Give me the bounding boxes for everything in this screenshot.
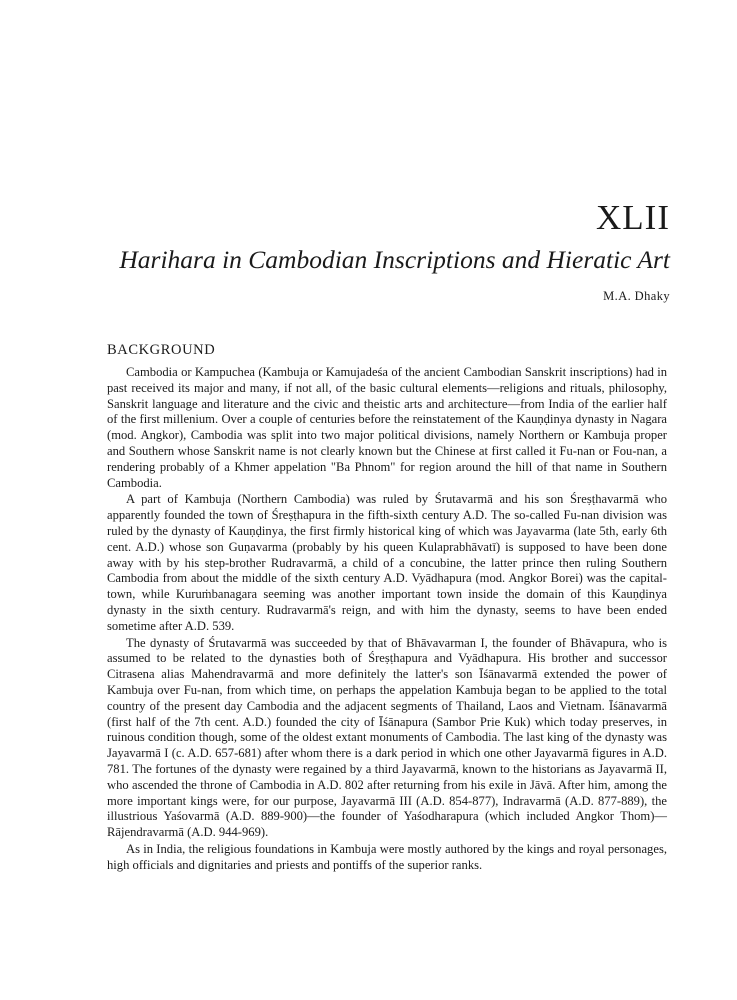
- paragraph: As in India, the religious foundations in Kambuja were mostly authored by the kings and royal personages, high officials and dignitaries and priests and pontiffs of the superior ranks.: [107, 841, 667, 872]
- author-name: M.A. Dhaky: [603, 289, 670, 303]
- section-heading: BACKGROUND: [107, 342, 216, 358]
- paragraph: The dynasty of Śrutavarmā was succeeded by that of Bhāvavarman I, the founder of Bhāvapura, who is assumed to be related to the dynasties both of Śreṣṭhapura and Vyādhapura. His brother and successor Citrasena alias Mahendravarmā and more definitely the latter's son Īśānavarmā extended the power of Kambuja over Fu-nan, from which time, on perhaps the appelation Kambuja began to be applied to the total country of the present day Cambodia and the adjacent segments of Thailand, Laos and Vietnam. Īśānavarmā (first half of the 7th cent. A.D.) founded the city of Īśānapura (Sambor Prie Kuk) which today preserves, in ruinous condition though, some of the oldest extant monuments of Cambodia. The last king of the dynasty was Jayavarmā I (c. A.D. 657-681) after whom there is a dark period in which one other Jayavarmā figures in A.D. 781. The fortunes of the dynasty were regained by a third Jayavarmā, known to the historians as Jayavarmā II, who ascended the throne of Cambodia in A.D. 802 after returning from his exile in Jāvā. After him, among the more important kings were, for our purpose, Jayavarmā III (A.D. 854-877), Indravarmā (A.D. 877-889), the illustrious Yaśovarmā (A.D. 889-900)—the founder of Yaśodharapura (which included Angkor Thom)—Rājendravarmā (A.D. 944-969).: [107, 635, 667, 840]
- paragraph: A part of Kambuja (Northern Cambodia) was ruled by Śrutavarmā and his son Śreṣṭhavarmā who apparently founded the town of Śreṣṭhapura in the fifth-sixth century A.D. The so-called Fu-nan division was ruled by the dynasty of Kauṇḍinya, the first firmly historical king of which was Jayavarma (late 5th, early 6th cent. A.D.) whose son Guṇavarma (probably by his queen Kulaprabhāvatī) is supposed to have been done away with by his step-brother Rudravarmā, a child of a concubine, the latter prince then ruling Southern Cambodia from about the middle of the sixth century A.D. Vyādhapura (mod. Angkor Borei) was the capital-town, while Kuruṁbanagara seeming was another important town inside the domain of this Kauṇḍinya dynasty in the sixth century. Rudravarmā's reign, and with him the dynasty, seems to have been ended sometime after A.D. 539.: [107, 492, 667, 633]
- chapter-number: XLII: [596, 198, 670, 237]
- paragraph: Cambodia or Kampuchea (Kambuja or Kamujadeśa of the ancient Cambodian Sanskrit inscriptions) had in past received its major and many, if not all, of the basic cultural elements—religions and rituals, philosophy, Sanskrit language and literature and the civic and theistic arts and architecture—from India of the earlier half of the first millenium. Over a couple of centuries before the reinstatement of the Kauṇḍinya dynasty in Nagara (mod. Angkor), Cambodia was split into two major political divisions, namely Northern or Kambuja proper and Southern whose Sanskrit name is not clearly known but the Chinese at first called it Fu-nan or Fou-nan, a rendering probably of a Khmer appelation "Ba Phnom" for region around the hill of that name in Southern Cambodia.: [107, 365, 667, 490]
- chapter-title: Harihara in Cambodian Inscriptions and Hieratic Art: [119, 245, 670, 274]
- body-text: [107, 365, 667, 875]
